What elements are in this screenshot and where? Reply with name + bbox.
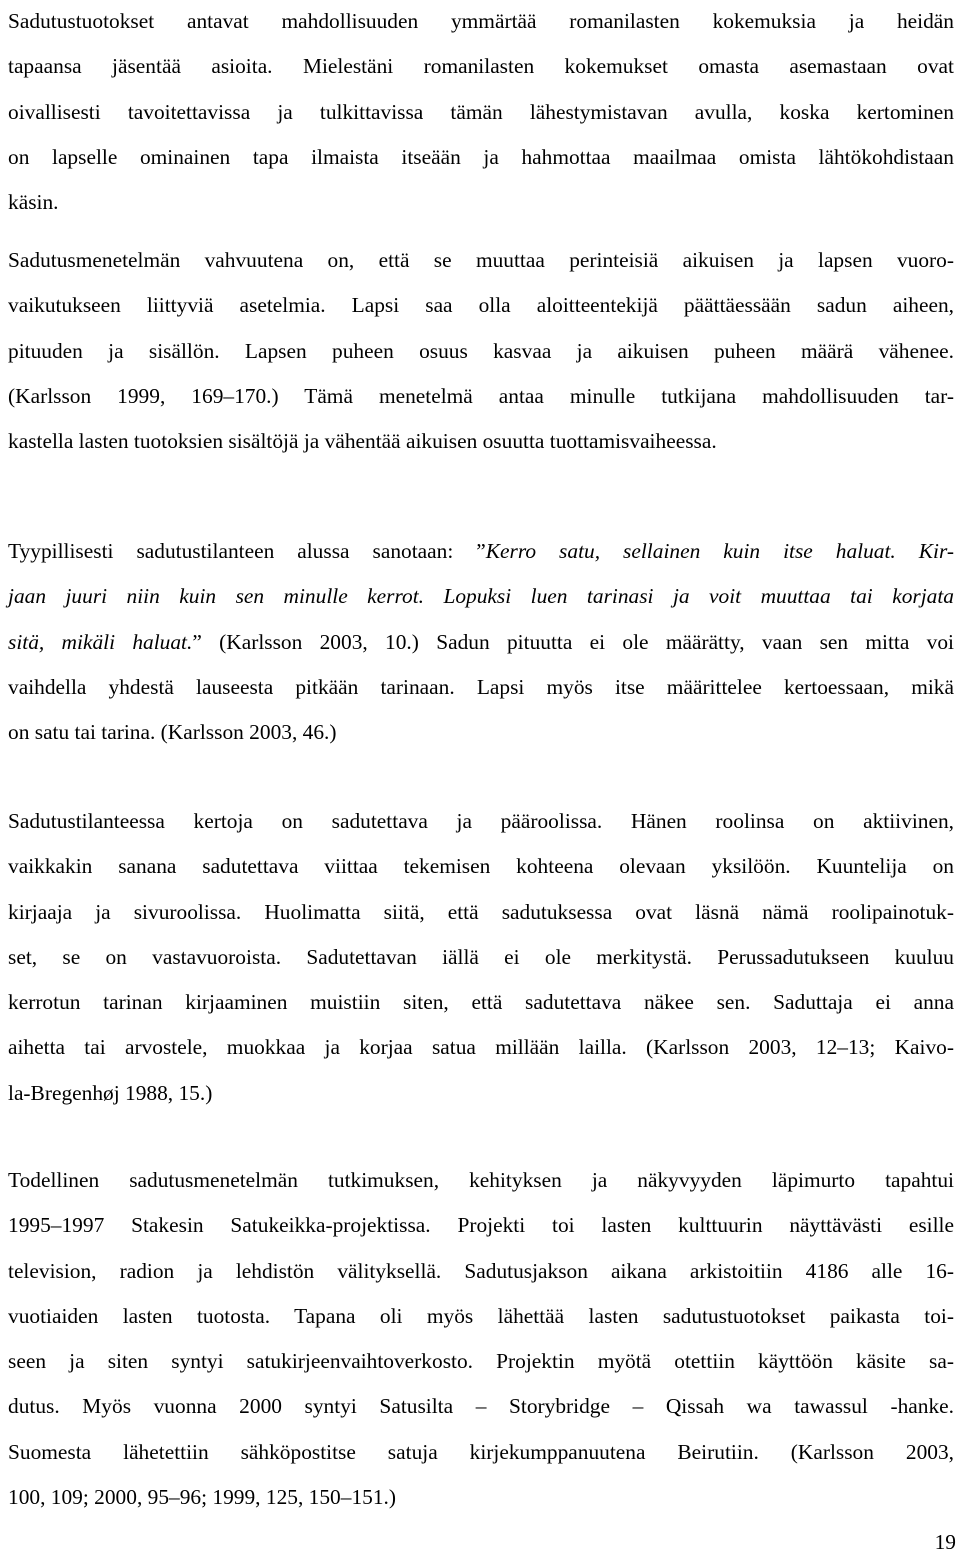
- text-run: vaikutukseen liittyviä asetelmia. Lapsi saa olla aloitteentekijä päättäessään sadun aiheen,: [8, 293, 954, 318]
- text-line: [8, 238, 954, 283]
- text-line: [8, 665, 954, 710]
- text-run: aihetta tai arvostele, muokkaa ja korjaa satua millään lailla. (Karlsson 2003, 12–13; Kaivo-: [8, 1035, 954, 1060]
- text-line: [8, 0, 954, 44]
- text-line: [8, 844, 954, 889]
- text-run: (Karlsson 1999, 169–170.) Tämä menetelmä antaa minulle tutkijana mahdollisuuden tar-: [8, 383, 954, 408]
- text-line: [8, 135, 954, 180]
- text-line: [8, 799, 954, 844]
- text-line: [8, 935, 954, 980]
- text-line: [8, 980, 954, 1025]
- text-line: [8, 1025, 954, 1070]
- text-run: la-Bregenhøj 1988, 15.): [8, 1080, 213, 1105]
- paragraph-3: [8, 529, 954, 755]
- text-run: vaihdella yhdestä lauseesta pitkään tarinaan. Lapsi myös itse määrittelee kertoessaan, mikä: [8, 674, 954, 699]
- paragraph-5: [8, 1158, 954, 1520]
- text-run: kirjaaja ja sivuroolissa. Huolimatta siitä, että sadutuksessa ovat läsnä nämä roolipainotuk-: [8, 899, 954, 924]
- paragraph-2: [8, 238, 954, 464]
- text-line: [8, 1158, 954, 1203]
- text-run: Sadutusmenetelmän vahvuutena on, että se muuttaa perinteisiä aikuisen ja lapsen vuoro-: [8, 248, 954, 272]
- italic-text: jaan juuri niin kuin sen minulle kerrot. Lopuksi luen tarinasi ja voit muuttaa tai korjata: [8, 584, 954, 609]
- text-line: [8, 1203, 954, 1248]
- text-run: kerrotun tarinan kirjaaminen muistiin siten, että sadutettava näkee sen. Saduttaja ei anna: [8, 990, 954, 1015]
- text-run: set, se on vastavuoroista. Sadutettavan iällä ei ole merkitystä. Perussadutukseen kuuluu: [8, 944, 954, 969]
- text-run: on lapselle ominainen tapa ilmaista itseään ja hahmottaa maailmaa omista lähtökohdistaan: [8, 144, 954, 169]
- text-line: [8, 529, 954, 574]
- text-run: kastella lasten tuotoksien sisältöjä ja vähentää aikuisen osuutta tuottamisvaiheessa.: [8, 429, 717, 454]
- text-line: [8, 1430, 954, 1475]
- text-run: käsin.: [8, 190, 59, 215]
- text-run: vuotiaiden lasten tuotosta. Tapana oli myös lähettää lasten sadutustuotokset paikasta toi-: [8, 1303, 954, 1328]
- text-line: [8, 1249, 954, 1294]
- text-line: [8, 374, 954, 419]
- text-run: on satu tai tarina. (Karlsson 2003, 46.): [8, 720, 337, 745]
- text-line: [8, 90, 954, 135]
- text-run: 100, 109; 2000, 95–96; 1999, 125, 150–151.): [8, 1485, 396, 1510]
- text-run: television, radion ja lehdistön välityksellä. Sadutusjakson aikana arkistoitiin 4186 alle 16-: [8, 1258, 954, 1283]
- text-line: [8, 329, 954, 374]
- text-run: Todellinen sadutusmenetelmän tutkimuksen, kehityksen ja näkyvyyden läpimurto tapahtui: [8, 1168, 954, 1192]
- text-line: [8, 44, 954, 89]
- text-line: [8, 574, 954, 619]
- text-line: [8, 180, 954, 225]
- text-run: dutus. Myös vuonna 2000 syntyi Satusilta – Storybridge – Qissah wa tawassul -hanke.: [8, 1394, 954, 1419]
- italic-text: sitä, mikäli haluat.: [8, 629, 193, 654]
- italic-text: Kerro satu, sellainen kuin itse haluat. Kir-: [485, 539, 954, 563]
- text-line: [8, 1475, 954, 1520]
- text-line: [8, 1071, 954, 1116]
- text-run: Sadutustuotokset antavat mahdollisuuden ymmärtää romanilasten kokemuksia ja heidän: [8, 9, 954, 33]
- text-run: 1995–1997 Stakesin Satukeikka-projektissa. Projekti toi lasten kulttuurin näyttävästi esille: [8, 1213, 954, 1238]
- text-run: Sadutustilanteessa kertoja on sadutettava ja pääroolissa. Hänen roolinsa on aktiivinen,: [8, 809, 954, 833]
- text-line: [8, 620, 954, 665]
- text-run: oivallisesti tavoitettavissa ja tulkittavissa tämän lähestymistavan avulla, koska kertominen: [8, 99, 954, 124]
- text-line: [8, 1384, 954, 1429]
- text-line: [8, 283, 954, 328]
- text-run: Suomesta lähetettiin sähköpostitse satuja kirjekumppanuutena Beirutiin. (Karlsson 2003,: [8, 1439, 954, 1464]
- text-run: Tyypillisesti sadutustilanteen alussa sanotaan: ”: [8, 539, 486, 563]
- text-line: [8, 710, 954, 755]
- text-run: ” (Karlsson 2003, 10.) Sadun pituutta ei ole määrätty, vaan sen mitta voi: [192, 629, 954, 654]
- paragraph-1: [8, 0, 954, 225]
- text-line: [8, 1339, 954, 1384]
- text-run: seen ja siten syntyi satukirjeenvaihtoverkosto. Projektin myötä otettiin käyttöön käsite sa-: [8, 1349, 954, 1374]
- text-line: [8, 419, 954, 464]
- text-line: [8, 890, 954, 935]
- text-run: pituuden ja sisällön. Lapsen puheen osuus kasvaa ja aikuisen puheen määrä vähenee.: [8, 338, 954, 363]
- text-run: vaikkakin sanana sadutettava viittaa tekemisen kohteena olevaan yksilöön. Kuuntelija on: [8, 854, 954, 879]
- text-run: tapaansa jäsentää asioita. Mielestäni romanilasten kokemukset omasta asemastaan ovat: [8, 54, 954, 79]
- page-number: 19: [934, 1530, 956, 1554]
- text-line: [8, 1294, 954, 1339]
- paragraph-4: [8, 799, 954, 1116]
